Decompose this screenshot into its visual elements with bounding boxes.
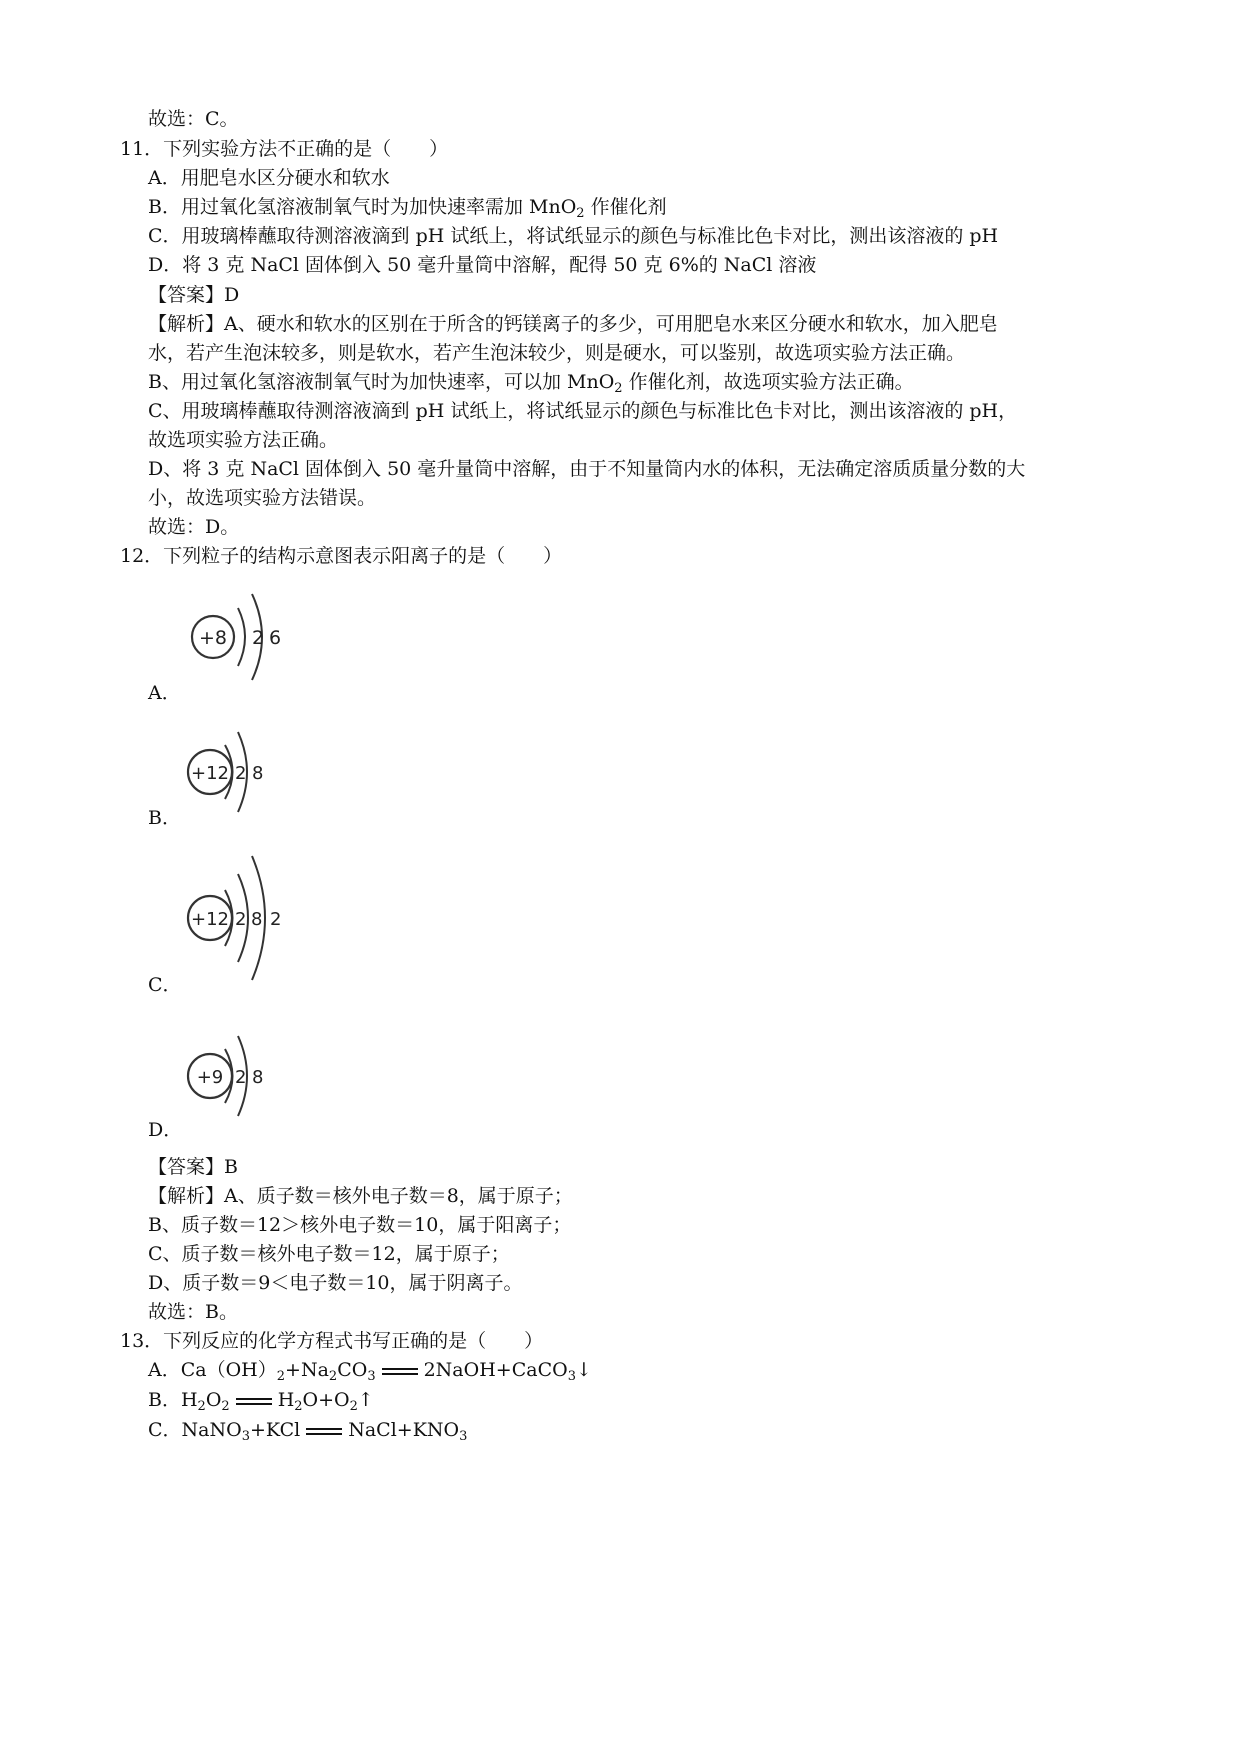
q11-analysis-b: B、用过氧化氢溶液制氧气时为加快速率，可以加 MnO$_2$ 作催化剂，故选项实验方法正确。 [148,371,914,396]
q12-option-c-label: C． [148,974,182,996]
q13-option-b: B．$H_2O_2$ $H_2O+O_2↑$ [148,1389,374,1414]
atom-diagram-c [180,846,320,986]
atom-diagram-b [180,722,300,822]
q11-analysis-line: 水，若产生泡沫较多，则是软水，若产生泡沫较少，则是硬水，可以鉴别，故选项实验方法正确。 [148,342,966,364]
q12-option-b-label: B． [148,807,181,829]
q12-option-d-label: D． [148,1119,183,1141]
q10-conclusion: 故选：C。 [148,108,239,130]
q11-analysis-line: 【解析】A、硬水和软水的区别在于所含的钙镁离子的多少，可用肥皂水来区分硬水和软水，加入肥皂 [148,313,998,335]
q11-answer: 【答案】D [148,284,240,306]
q12-conclusion: 故选：B。 [148,1301,238,1323]
equals-sign [236,1398,272,1405]
q11-analysis-line: D、将 3 克 NaCl 固体倒入 50 毫升量筒中溶解，由于不知量筒内水的体积，无法确定溶质质量分数的大 [148,458,1026,480]
q11-option-c: C．用玻璃棒蘸取待测溶液滴到 pH 试纸上，将试纸显示的颜色与标准比色卡对比，测出该溶液的 pH [148,225,999,247]
q12-analysis-line: C、质子数＝核外电子数＝12，属于原子； [148,1243,510,1265]
shell-electrons: 2 [235,1067,247,1088]
nucleus-charge: +9 [196,1067,224,1088]
shell-electrons: 8 [252,1067,264,1088]
nucleus-charge: +8 [198,627,228,649]
q11-option-a: A．用肥皂水区分硬水和软水 [148,167,390,189]
q11-option-b: B．用过氧化氢溶液制氧气时为加快速率需加 MnO$_2$ 作催化剂 [148,196,667,221]
q11-conclusion: 故选：D。 [148,516,240,538]
equals-sign [382,1368,418,1375]
q12-analysis-line: D、质子数＝9＜电子数＝10，属于阴离子。 [148,1272,523,1294]
q12-analysis-line: 【解析】A、质子数＝核外电子数＝8，属于原子； [148,1185,573,1207]
q11-stem: 11．下列实验方法不正确的是（ ） [120,138,449,160]
q12-answer: 【答案】B [148,1156,238,1178]
q12-analysis-line: B、质子数＝12＞核外电子数＝10，属于阳离子； [148,1214,572,1236]
shell-electrons: 2 [270,909,282,930]
shell-electrons: 2 [235,763,247,784]
q13-option-c: C．NaNO$_3$+KCl $NaCl+KNO_3$ [148,1419,468,1444]
q11-analysis-line: 故选项实验方法正确。 [148,429,339,451]
shell-electrons: 8 [251,909,263,930]
shell-electrons: 6 [269,627,282,649]
shell-arc [238,608,245,666]
atom-diagram-d [180,1026,300,1126]
q11-analysis-line: C、用玻璃棒蘸取待测溶液滴到 pH 试纸上，将试纸显示的颜色与标准比色卡对比，测出该溶液的 pH， [148,400,1018,422]
q12-stem: 12．下列粒子的结构示意图表示阳离子的是（ ） [120,545,563,567]
atom-diagram-a [180,582,300,692]
q11-analysis-line: 小，故选项实验方法错误。 [148,487,377,509]
q11-option-d: D．将 3 克 NaCl 固体倒入 50 毫升量筒中溶解，配得 50 克 6%的 NaCl 溶液 [148,254,817,276]
shell-electrons: 2 [235,909,247,930]
equals-sign [306,1428,342,1435]
shell-electrons: 8 [252,763,264,784]
shell-electrons: 2 [252,627,265,649]
q12-option-a-label: A． [148,682,181,704]
q13-stem: 13．下列反应的化学方程式书写正确的是（ ） [120,1330,544,1352]
nucleus-charge: +12 [191,763,229,784]
q13-option-a: A．$Ca(OH)_2+Na_2CO_3$ 2NaOH+CaCO$_3$↓ [148,1359,592,1384]
nucleus-charge: +12 [191,909,229,930]
